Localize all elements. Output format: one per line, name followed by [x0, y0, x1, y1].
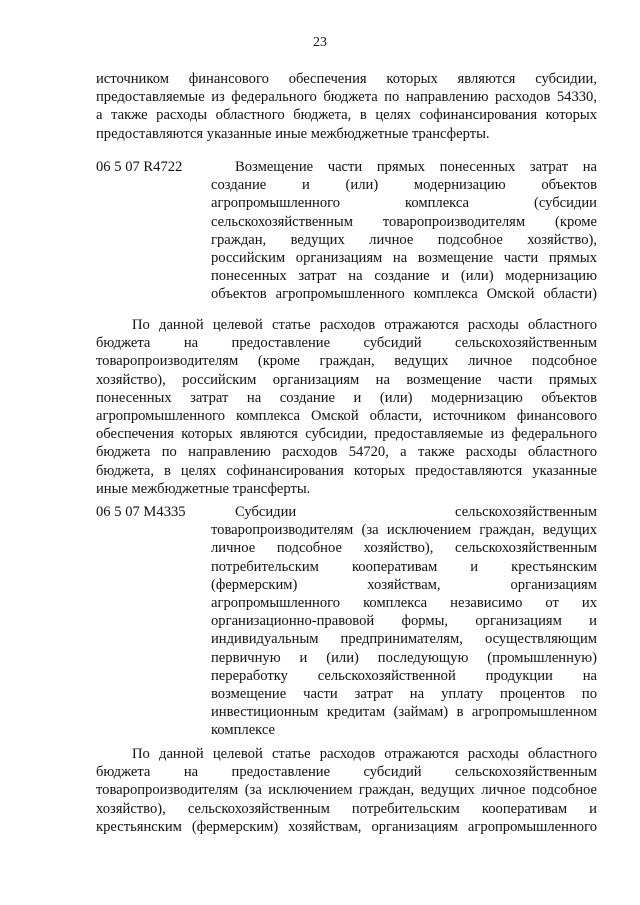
text-line: предоставляются указанные иные межбюджетные трансферты. [96, 125, 490, 142]
text-line: комплексе [211, 722, 276, 739]
text-line: крестьянским (фермерским) хозяйствам, организациям агропромышленного [96, 818, 597, 835]
paragraph [96, 745, 597, 836]
text-line: возмещение части затрат на уплату процентов по [211, 686, 597, 703]
text-line: товаропроизводителям (кроме граждан, ведущих личное подсобное [96, 353, 597, 370]
budget-code: 06 5 07 M4335 [96, 504, 186, 520]
text-line: российским организациям на возмещение части прямых [211, 250, 597, 267]
text-line: обеспечения которых являются субсидии, предоставляемые из федерального [96, 426, 597, 443]
budget-code-description [211, 158, 597, 304]
text-line: а также расходы областного бюджета, в целях софинансирования которых [96, 107, 597, 124]
text-line: иные межбюджетные трансферты. [96, 480, 311, 497]
text-line: организационно-правовой формы, организациям и [211, 613, 597, 630]
text-line: потребительским кооперативам и крестьянским [211, 558, 597, 575]
text-line: Субсидии сельскохозяйственным [235, 504, 597, 520]
paragraph [96, 316, 597, 498]
text-line: первичную и (или) последующую (промышленную) [211, 649, 597, 666]
intro-paragraph [96, 70, 597, 143]
text-line: бюджета, в целях софинансирования которых предоставляются указанные [96, 462, 597, 479]
text-line: индивидуальным предпринимателям, осуществляющим [211, 631, 597, 648]
text-line: хозяйство), российским организациям на возмещение части прямых [96, 371, 597, 388]
text-line: предоставляемые из федерального бюджета по направлению расходов 54330, [96, 89, 597, 106]
text-line: переработку сельскохозяйственной продукции на [211, 667, 597, 684]
text-line: агропромышленного комплекса (субсидии [211, 195, 597, 212]
page-number: 23 [313, 35, 327, 50]
text-line: сельскохозяйственным товаропроизводителям (кроме [211, 213, 597, 230]
budget-code-description [211, 503, 597, 740]
text-line: объектов агропромышленного комплекса Омской области) [211, 286, 597, 303]
text-line: Возмещение части прямых понесенных затрат на [235, 159, 597, 175]
text-line: бюджета по направлению расходов 54720, а также расходы областного [96, 444, 597, 461]
text-line: хозяйство), сельскохозяйственным потребительским кооперативам и [96, 800, 597, 817]
text-line: (фермерским) хозяйствам, организациям [211, 576, 597, 593]
text-line: По данной целевой статье расходов отражаются расходы областного [132, 746, 597, 762]
text-line: агропромышленного комплекса независимо от их [211, 595, 597, 612]
text-line: товаропроизводителям (за исключением граждан, ведущих личное подсобное [96, 782, 597, 799]
text-line: понесенных затрат на создание и (или) модернизацию объектов [96, 389, 597, 406]
text-line: бюджета на предоставление субсидий сельскохозяйственным [96, 335, 597, 352]
text-line: агропромышленного комплекса Омской области, источником финансового [96, 408, 597, 425]
budget-code: 06 5 07 R4722 [96, 159, 183, 175]
text-line: бюджета на предоставление субсидий сельскохозяйственным [96, 764, 597, 781]
text-line: По данной целевой статье расходов отражаются расходы областного [132, 317, 597, 333]
text-line: личное подсобное хозяйство), сельскохозяйственным [211, 540, 597, 557]
text-line: создание и (или) модернизацию объектов [211, 177, 597, 194]
text-line: источником финансового обеспечения которых являются субсидии, [96, 71, 597, 87]
text-line: инвестиционным кредитам (займам) в агропромышленном [211, 704, 597, 721]
text-line: граждан, ведущих личное подсобное хозяйство), [211, 231, 597, 248]
text-line: понесенных затрат на создание и (или) модернизацию [211, 268, 597, 285]
text-line: товаропроизводителям (за исключением граждан, ведущих [211, 522, 597, 539]
